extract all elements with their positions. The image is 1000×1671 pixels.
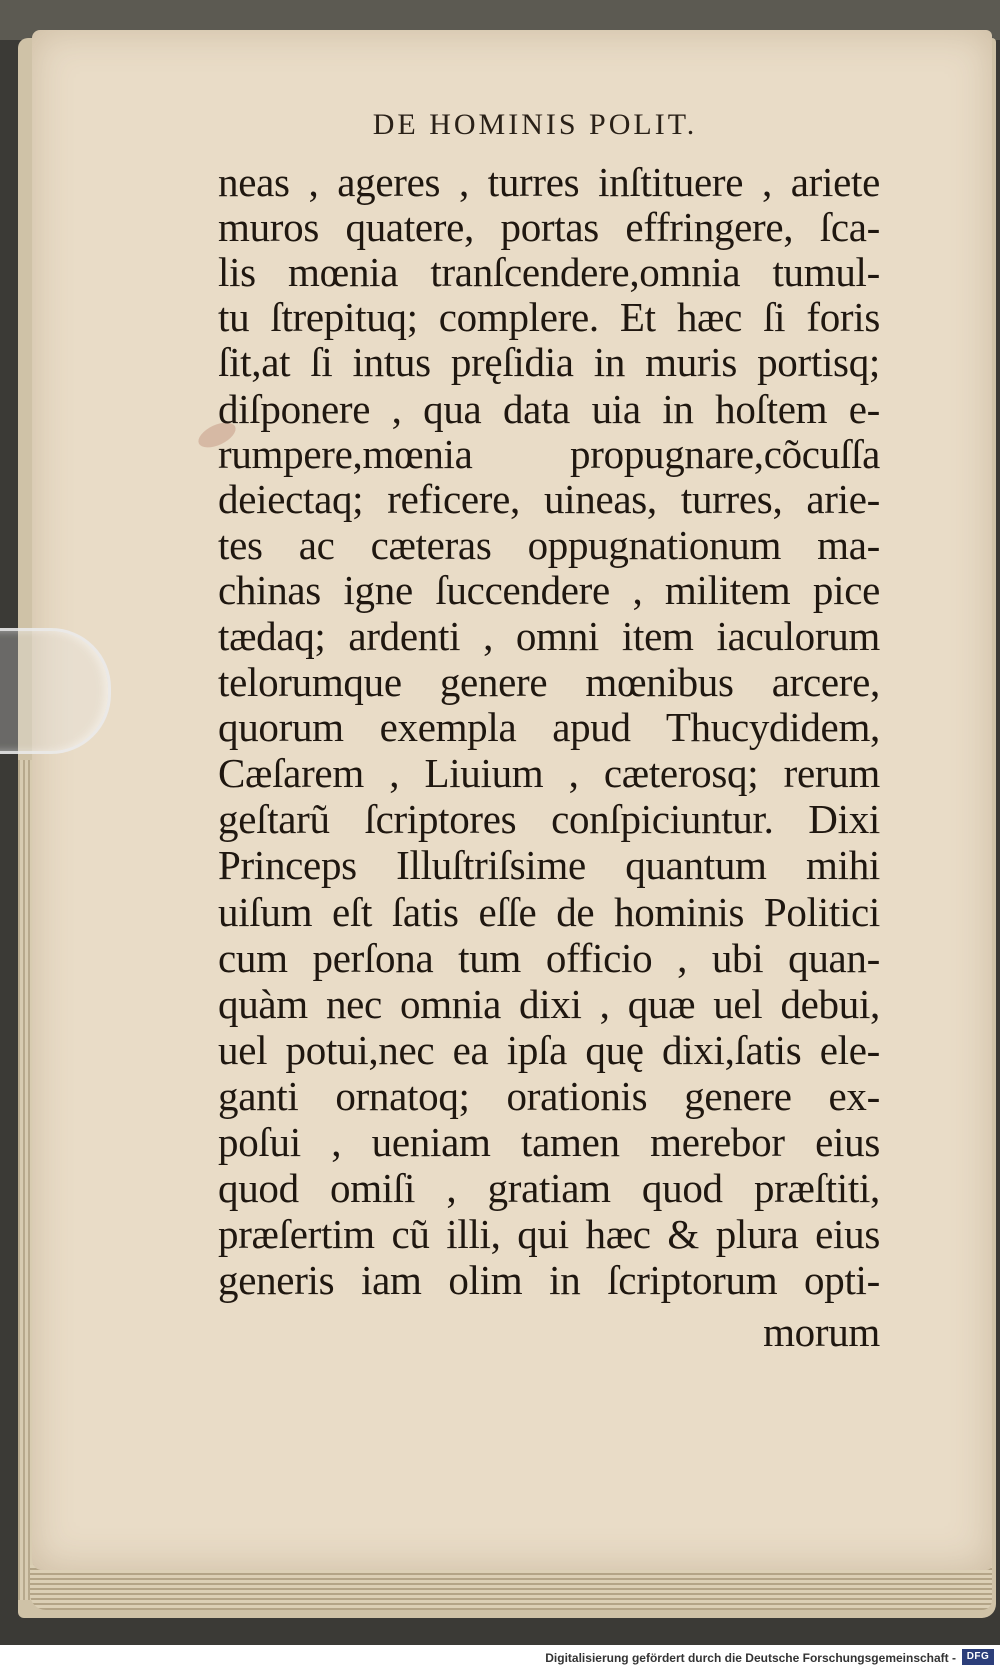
text-line: ſit,at ſi intus pręſidia in muris portisq; (218, 339, 880, 385)
text-line: generis iam olim in ſcriptorum opti- (218, 1257, 880, 1303)
text-line: quod omiſi , gratiam quod præſtiti, (218, 1165, 880, 1211)
text-line: deiectaq; reficere, uineas, turres, arie- (218, 476, 880, 522)
text-line: lis mœnia tranſcendere,omnia tumul- (218, 249, 880, 295)
dfg-logo: DFG (962, 1649, 994, 1665)
text-line: uiſum eſt ſatis eſſe de hominis Politici (218, 889, 880, 935)
text-line: poſui , ueniam tamen merebor eius (218, 1119, 880, 1165)
text-line: rumpere,mœnia propugnare,cõcuſſa (218, 431, 880, 477)
text-line: geſtarũ ſcriptores conſpiciuntur. Dixi (218, 796, 880, 842)
text-line: tu ſtrepituq; complere. Et hæc ſi foris (218, 294, 880, 340)
running-head: DE HOMINIS POLIT. (372, 108, 698, 141)
text-line: quorum exempla apud Thucydidem, (218, 704, 880, 750)
text-line: Princeps Illuſtriſsime quantum mihi (218, 842, 880, 888)
text-line: neas , ageres , turres inſtituere , ariete (218, 159, 880, 205)
text-line: tædaq; ardenti , omni item iaculorum (218, 613, 880, 659)
text-line: uel potui,nec ea ipſa quę dixi,ſatis ele- (218, 1027, 880, 1073)
text-line: diſponere , qua data uia in hoſtem e- (218, 386, 880, 432)
text-line: telorumque genere mœnibus arcere, (218, 659, 880, 705)
text-line: chinas igne ſuccendere , militem pice (218, 567, 880, 613)
text-line: cum perſona tum officio , ubi quan- (218, 935, 880, 981)
text-line: ganti ornatoq; orationis genere ex- (218, 1073, 880, 1119)
text-line: quàm nec omnia dixi , quæ uel debui, (218, 981, 880, 1027)
catchword: morum (763, 1309, 880, 1355)
text-line: tes ac cæteras oppugnationum ma- (218, 522, 880, 568)
text-line: Cæſarem , Liuium , cæterosq; rerum (218, 750, 880, 796)
text-line: muros quatere, portas effringere, ſca- (218, 204, 880, 250)
funding-credit: Digitalisierung gefördert durch die Deutsche Forschungsgemeinschaft - (545, 1651, 956, 1665)
text-line: præſertim cũ illi, qui hæc & plura eius (218, 1211, 880, 1257)
